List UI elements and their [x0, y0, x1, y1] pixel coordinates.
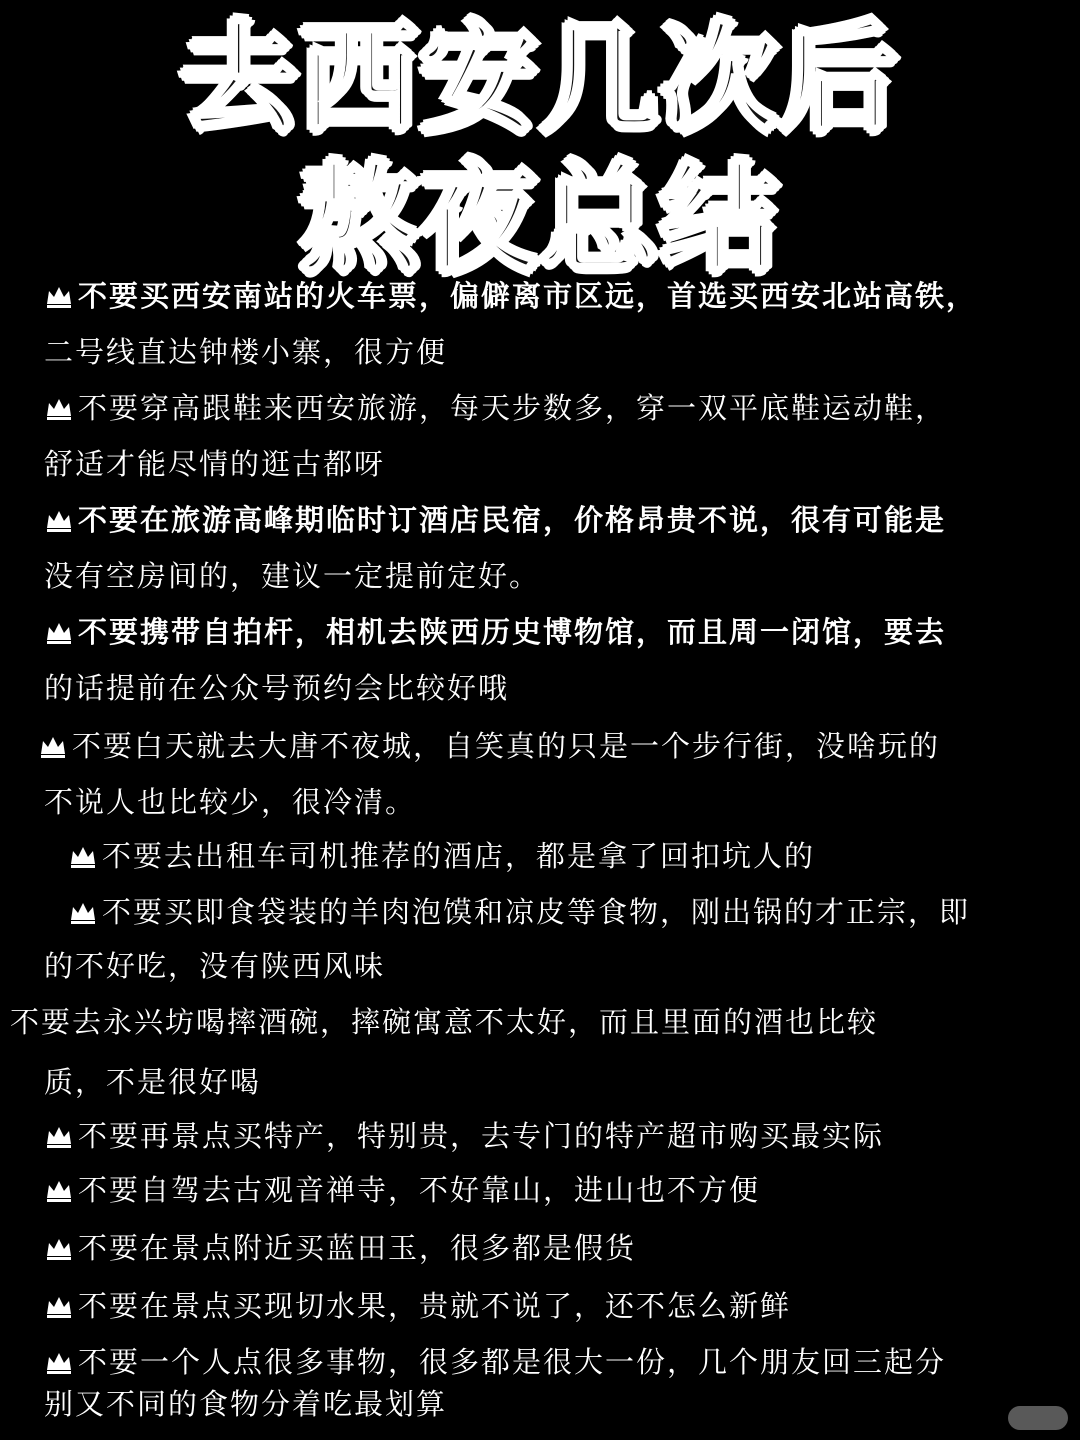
tip-1-line-2: 二号线直达钟楼小寨，很方便	[44, 335, 448, 369]
tip-2-line-1	[44, 388, 946, 428]
crown-icon	[68, 841, 98, 871]
tip-11-line-1	[44, 1228, 636, 1268]
page-title-line2: 熬夜总结	[299, 150, 780, 288]
tip-2-text-1: 不要穿高跟鞋来西安旅游，每天步数多，穿一双平底鞋运动鞋，	[78, 391, 947, 425]
tip-10-line-1	[44, 1170, 760, 1210]
crown-icon	[44, 1175, 74, 1205]
tip-6-line-1	[68, 836, 815, 876]
crown-icon	[68, 897, 98, 927]
tip-12-line-1	[44, 1286, 791, 1326]
tip-10-text-1: 不要自驾去古观音禅寺，不好靠山，进山也不方便	[78, 1173, 761, 1207]
tip-4-text-1: 不要携带自拍杆，相机去陕西历史博物馆，而且周一闭馆，要去	[78, 615, 947, 649]
tip-13-line-1	[44, 1342, 946, 1382]
tip-7-line-2: 的不好吃，没有陕西风味	[44, 949, 386, 983]
tip-6-text-1: 不要去出租车司机推荐的酒店，都是拿了回扣坑人的	[102, 839, 816, 873]
crown-icon	[38, 731, 68, 761]
tip-2-line-2: 舒适才能尽情的逛古都呀	[44, 447, 386, 481]
crown-icon	[44, 505, 74, 535]
tip-8-line-1: 不要去永兴坊喝摔酒碗，摔碗寓意不太好，而且里面的酒也比较	[10, 1005, 879, 1039]
tip-1-line-1	[44, 276, 977, 316]
tip-13-text-1: 不要一个人点很多事物，很多都是很大一份，几个朋友回三起分	[78, 1345, 947, 1379]
page-title-line1: 去西安几次后	[179, 10, 900, 148]
tip-13-line-2: 别又不同的食物分着吃最划算	[44, 1387, 448, 1421]
tip-5-text-1: 不要白天就去大唐不夜城，自笑真的只是一个步行街，没啥玩的	[72, 729, 941, 763]
tip-3-line-2: 没有空房间的，建议一定提前定好。	[44, 559, 541, 593]
crown-icon	[44, 617, 74, 647]
tip-4-line-2: 的话提前在公众号预约会比较好哦	[44, 671, 510, 705]
tip-12-text-1: 不要在景点买现切水果，贵就不说了，还不怎么新鲜	[78, 1289, 792, 1323]
tip-3-text-1: 不要在旅游高峰期临时订酒店民宿，价格昂贵不说，很有可能是	[78, 503, 947, 537]
crown-icon	[44, 1347, 74, 1377]
tip-1-text-1: 不要买西安南站的火车票，偏僻离市区远，首选买西安北站高铁，	[78, 279, 978, 313]
tip-7-line-1	[68, 892, 970, 932]
tip-9-line-1	[44, 1116, 884, 1156]
tip-9-text-1: 不要再景点买特产，特别贵，去专门的特产超市购买最实际	[78, 1119, 885, 1153]
tip-5-line-1	[38, 726, 940, 766]
crown-icon	[44, 1121, 74, 1151]
crown-icon	[44, 281, 74, 311]
crown-icon	[44, 1233, 74, 1263]
tip-8-line-2: 质，不是很好喝	[44, 1065, 262, 1099]
crown-icon	[44, 393, 74, 423]
tip-7-text-1: 不要买即食袋装的羊肉泡馍和凉皮等食物，刚出锅的才正宗，即	[102, 895, 971, 929]
tip-11-text-1: 不要在景点附近买蓝田玉，很多都是假货	[78, 1231, 637, 1265]
crown-icon	[44, 1291, 74, 1321]
watermark-logo	[1008, 1406, 1068, 1430]
tip-3-line-1	[44, 500, 946, 540]
tip-5-line-2: 不说人也比较少，很冷清。	[44, 785, 417, 819]
tip-4-line-1	[44, 612, 946, 652]
